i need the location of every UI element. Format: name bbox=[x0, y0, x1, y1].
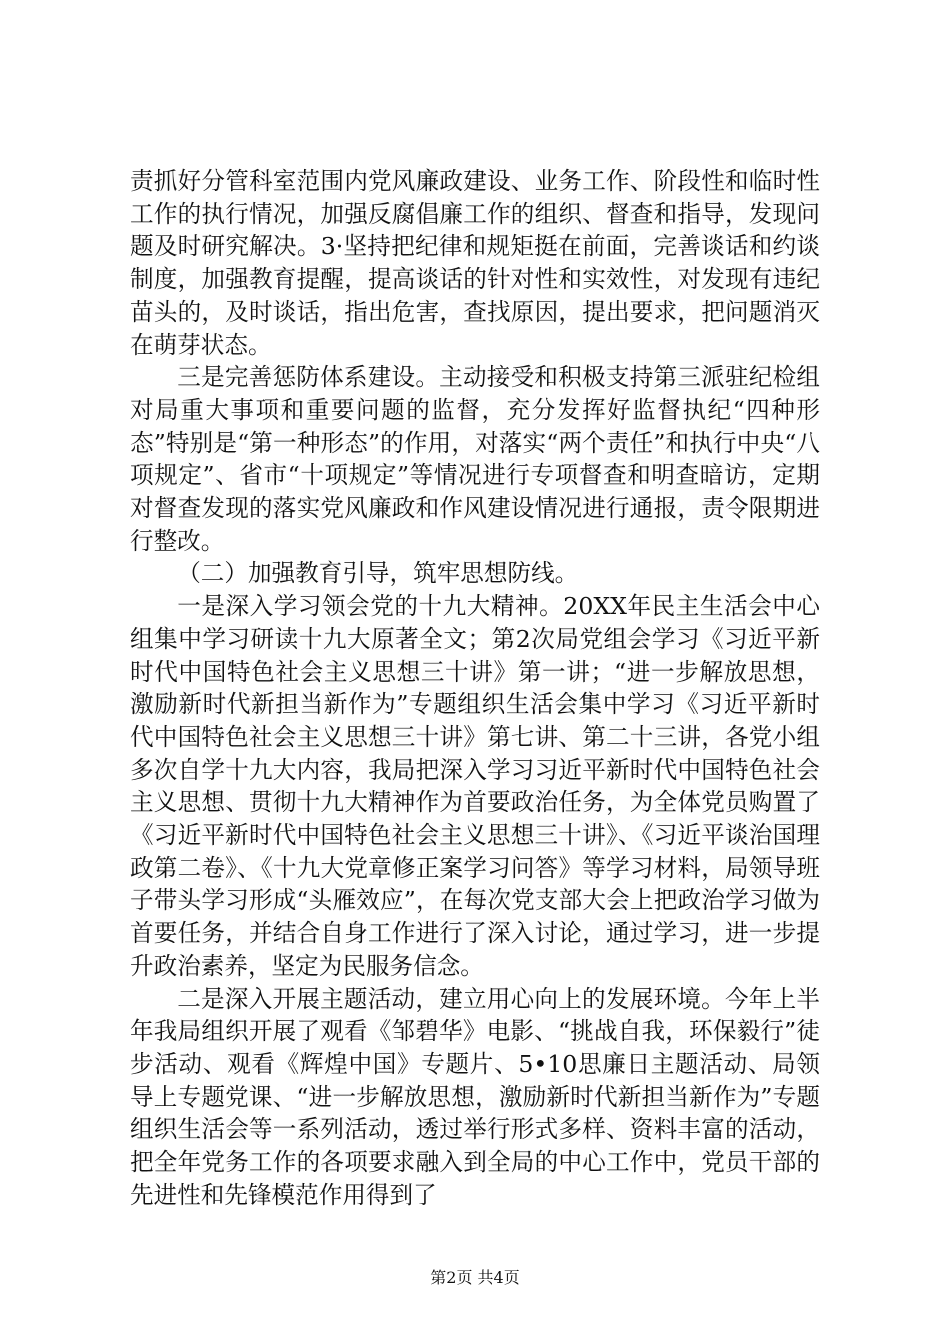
paragraph-3: 一是深入学习领会党的十九大精神。20XX年民主生活会中心组集中学习研读十九大原著全文；第2次局党组会学习《习近平新时代中国特色社会主义思想三十讲》第一讲；“进一步解放思想，激励新时代新担当新作为”专题组织生活会集中学习《习近平新时代中国特色社会主义思想三十讲》第七讲、第二十三讲，各党小组多次自学十九大内容，我局把深入学习习近平新时代中国特色社会主义思想、贯彻十九大精神作为首要政治任务，为全体党员购置了《习近平新时代中国特色社会主义思想三十讲》、《习近平谈治国理政第二卷》、《十九大党章修正案学习问答》等学习材料，局领导班子带头学习形成“头雁效应”，在每次党支部大会上把政治学习做为首要任务，并结合自身工作进行了深入讨论，通过学习，进一步提升政治素养，坚定为民服务信念。 bbox=[130, 592, 820, 980]
page-footer bbox=[0, 1268, 950, 1288]
paragraph-2: 三是完善惩防体系建设。主动接受和积极支持第三派驻纪检组对局重大事项和重要问题的监督，充分发挥好监督执纪“四种形态”特别是“第一种形态”的作用，对落实“两个责任”和执行中央“八项规定”、省市“十项规定”等情况进行专项督查和明查暗访，定期对督查发现的落实党风廉政和作风建设情况进行通报，责令限期进行整改。 bbox=[130, 363, 820, 555]
paragraph-1: 责抓好分管科室范围内党风廉政建设、业务工作、阶段性和临时性工作的执行情况，加强反腐倡廉工作的组织、督查和指导，发现问题及时研究解决。3·坚持把纪律和规矩挺在前面，完善谈话和约谈制度，加强教育提醒，提高谈话的针对性和实效性，对发现有违纪苗头的，及时谈话，指出危害，查找原因，提出要求，把问题消灭在萌芽状态。 bbox=[130, 167, 820, 359]
section-heading: （二）加强教育引导，筑牢思想防线。 bbox=[177, 559, 579, 588]
page-number: 第2页 共4页 bbox=[430, 1268, 520, 1287]
body-text bbox=[130, 165, 820, 1212]
paragraph-4: 二是深入开展主题活动，建立用心向上的发展环境。今年上半年我局组织开展了观看《邹碧华》电影、“挑战自我，环保毅行”徒步活动、观看《辉煌中国》专题片、5•10思廉日主题活动、局领导上专题党课、“进一步解放思想，激励新时代新担当新作为”专题组织生活会等一系列活动，透过举行形式多样、资料丰富的活动，把全年党务工作的各项要求融入到全局的中心工作中，党员干部的先进性和先锋模范作用得到了 bbox=[130, 984, 820, 1209]
